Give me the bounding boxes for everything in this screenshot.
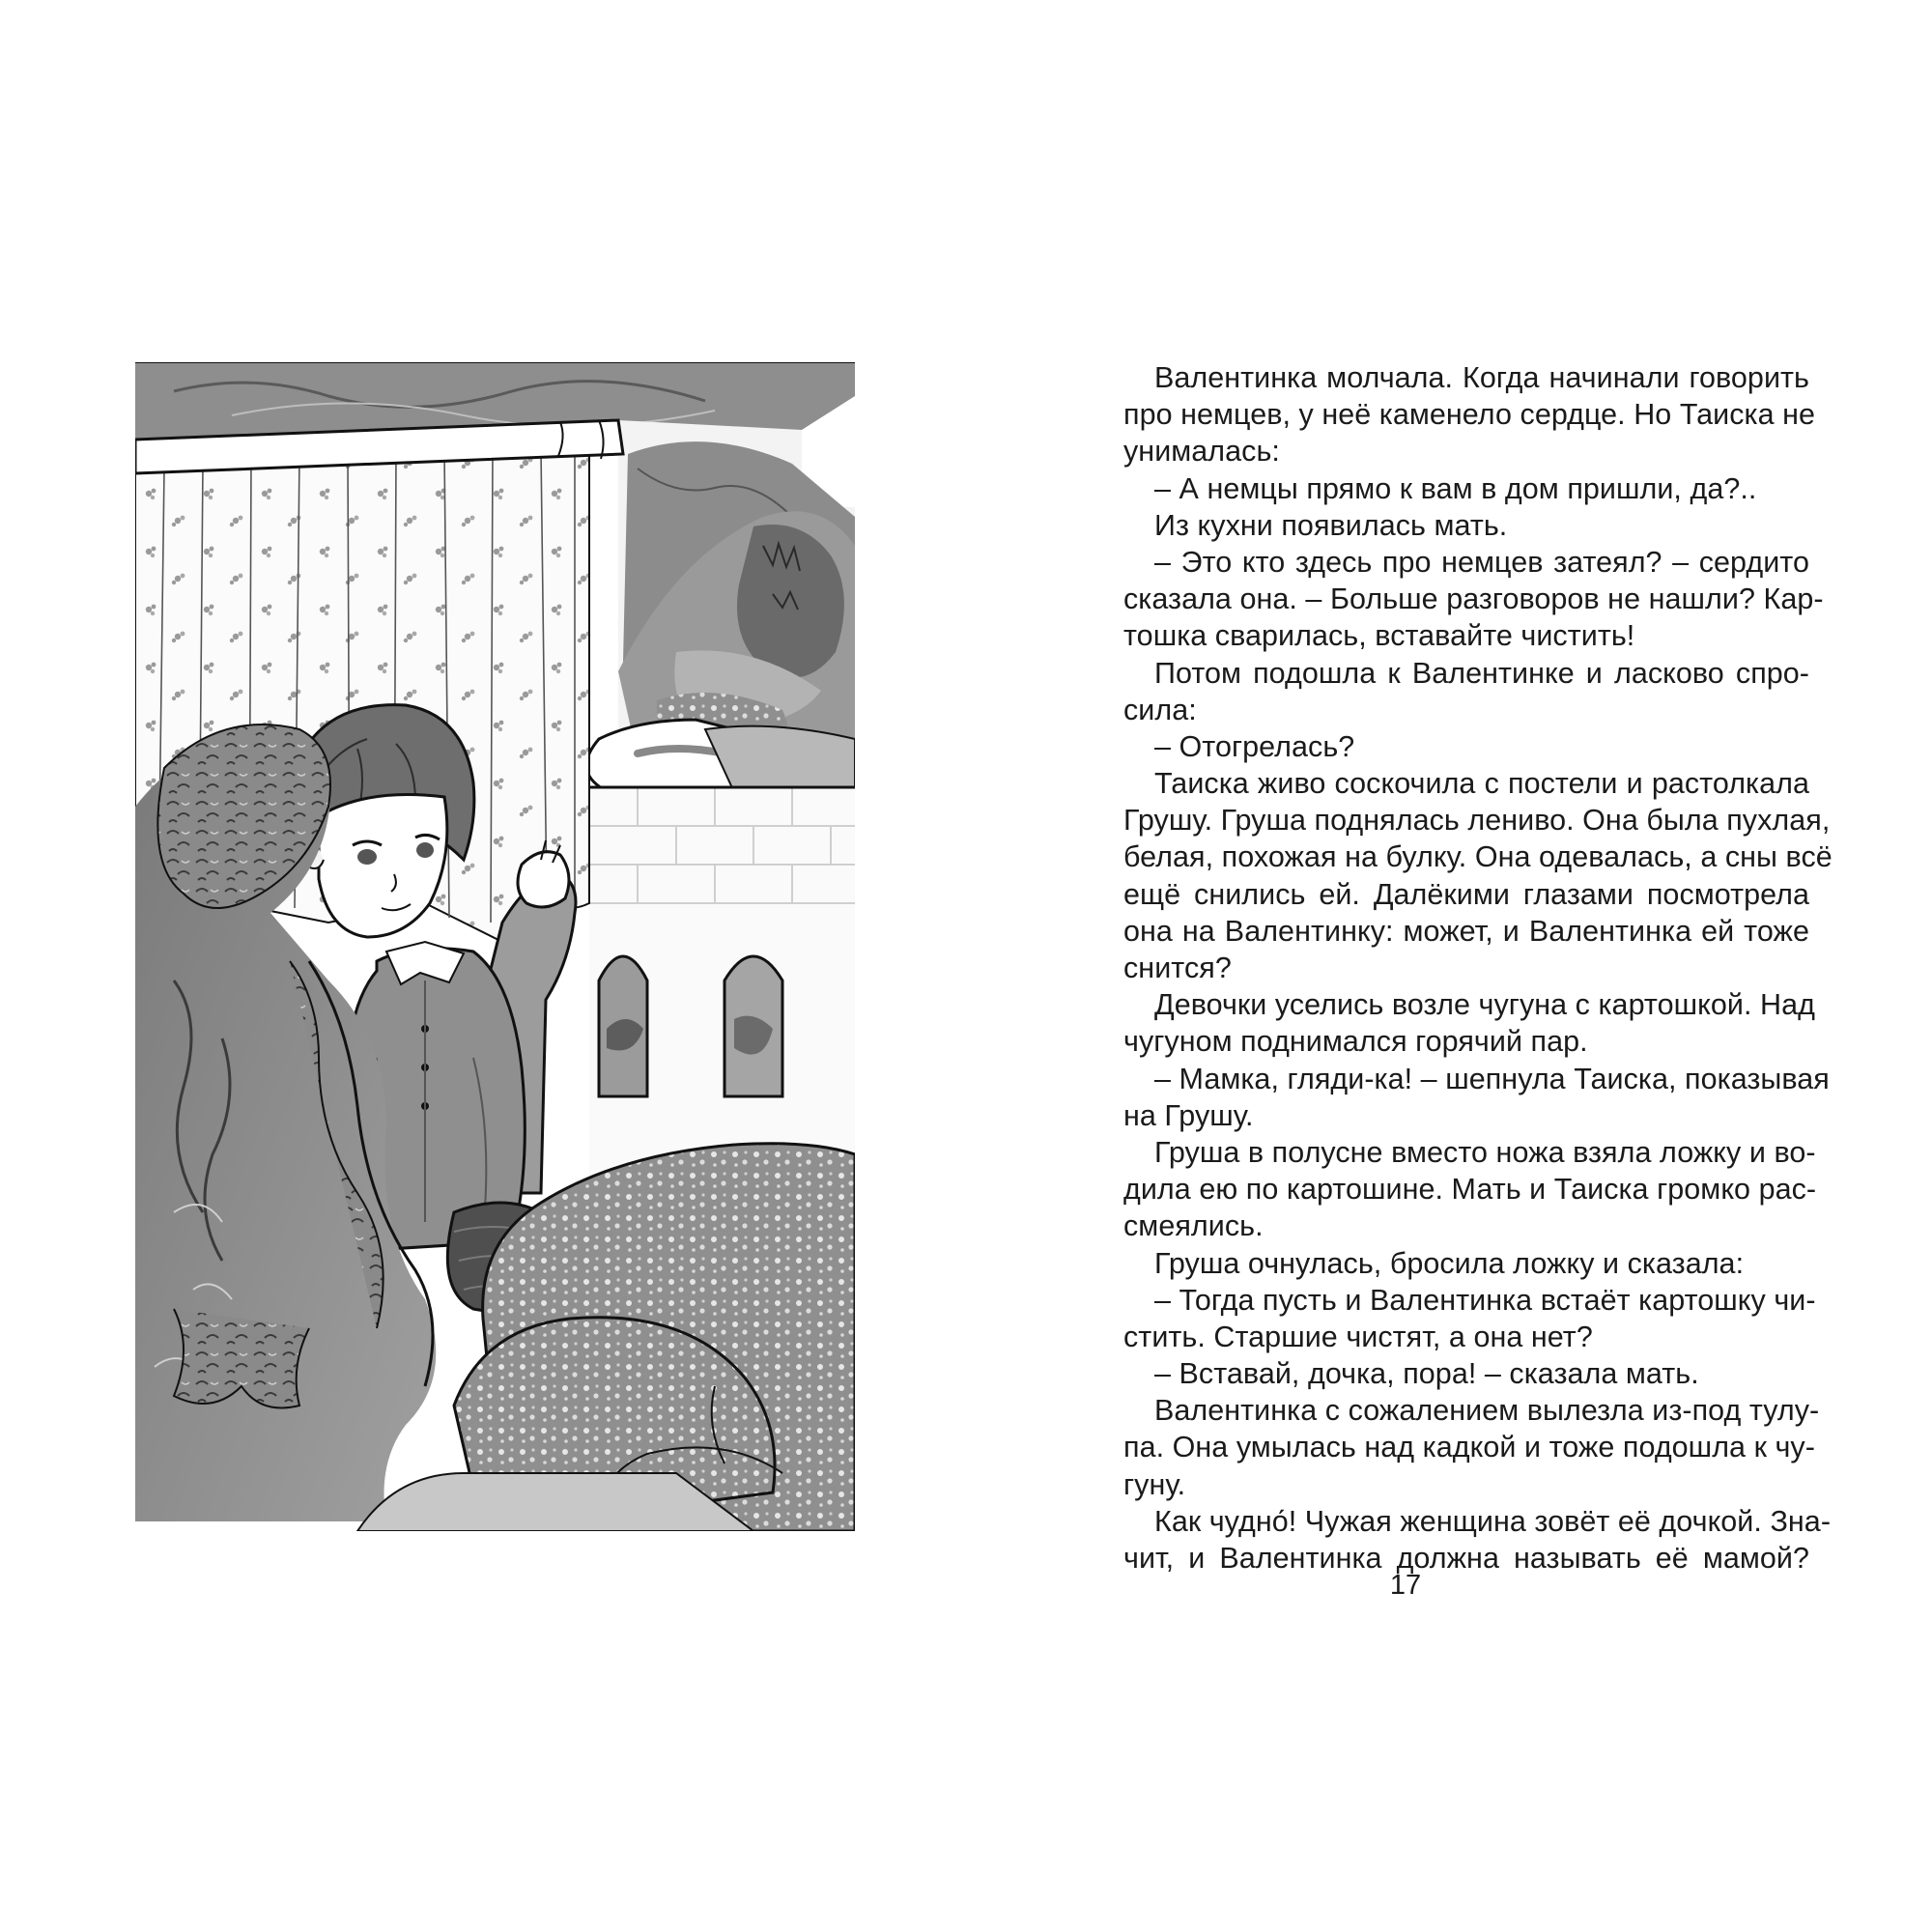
text-line: она на Валентинку: может, и Валентинка ей тоже xyxy=(1123,914,1809,948)
body-text xyxy=(1123,359,1833,1577)
text-line: – Мамка, гляди-ка! – шепнула Таиска, показывая xyxy=(1154,1062,1830,1095)
text-line: па. Она умылась над кадкой и тоже подошла к чу- xyxy=(1123,1431,1815,1464)
text-line: Таиска живо соскочила с постели и растолкала xyxy=(1154,767,1809,801)
text-line: про немцев, у неё каменело сердце. Но Таиска не xyxy=(1123,398,1816,432)
text-line: сила: xyxy=(1123,693,1197,726)
text-line: Потом подошла к Валентинке и ласково спро- xyxy=(1154,656,1809,690)
text-line: тошка сварилась, вставайте чистить! xyxy=(1123,619,1635,653)
text-column xyxy=(1123,359,1833,1575)
text-line: чит, и Валентинка должна называть её мамой? xyxy=(1123,1542,1809,1575)
text-line: снится? xyxy=(1123,952,1232,984)
text-line: Из кухни появилась мать. xyxy=(1154,508,1508,542)
text-line: белая, похожая на булку. Она одевалась, а сны всё xyxy=(1123,840,1833,874)
illustration xyxy=(135,362,855,1531)
text-line: смеялись. xyxy=(1123,1209,1264,1243)
book-illustration-icon xyxy=(135,362,855,1531)
text-line: – Вставай, дочка, пора! – сказала мать. xyxy=(1154,1357,1699,1391)
text-line: стить. Старшие чистят, а она нет? xyxy=(1123,1320,1593,1353)
text-line: Валентинка с сожалением вылезла из-под тулу- xyxy=(1154,1394,1820,1428)
text-line: Валентинка молчала. Когда начинали говорить xyxy=(1154,361,1809,394)
text-line: дила ею по картошине. Мать и Таиска громко рас- xyxy=(1123,1173,1817,1207)
text-line: Девочки уселись возле чугуна с картошкой. Над xyxy=(1154,988,1815,1022)
text-line: Груша в полусне вместо ножа взяла ложку и во- xyxy=(1154,1135,1816,1169)
text-line: – Отогрелась? xyxy=(1154,729,1355,763)
text-line: – Это кто здесь про немцев затеял? – сердито xyxy=(1154,545,1809,579)
text-line: – А немцы прямо к вам в дом пришли, да?.. xyxy=(1154,471,1757,505)
page-number: 17 xyxy=(1389,1570,1422,1601)
text-line: – Тогда пусть и Валентинка встаёт картошку чи- xyxy=(1154,1283,1816,1317)
text-line: гуну. xyxy=(1123,1467,1186,1501)
text-line: унималась: xyxy=(1123,435,1280,469)
text-line: Как чудно́! Чужая женщина зовёт её дочкой. Зна- xyxy=(1154,1504,1832,1538)
text-line: на Грушу. xyxy=(1123,1098,1254,1132)
text-line: чугуном поднимался горячий пар. xyxy=(1123,1025,1588,1059)
text-line: Грушу. Груша поднялась лениво. Она была пухлая, xyxy=(1123,804,1831,838)
text-line: ещё снились ей. Далёкими глазами посмотрела xyxy=(1123,877,1809,911)
text-line: Груша очнулась, бросила ложку и сказала: xyxy=(1154,1246,1745,1280)
text-line: сказала она. – Больше разговоров не нашли? Кар- xyxy=(1123,582,1824,616)
